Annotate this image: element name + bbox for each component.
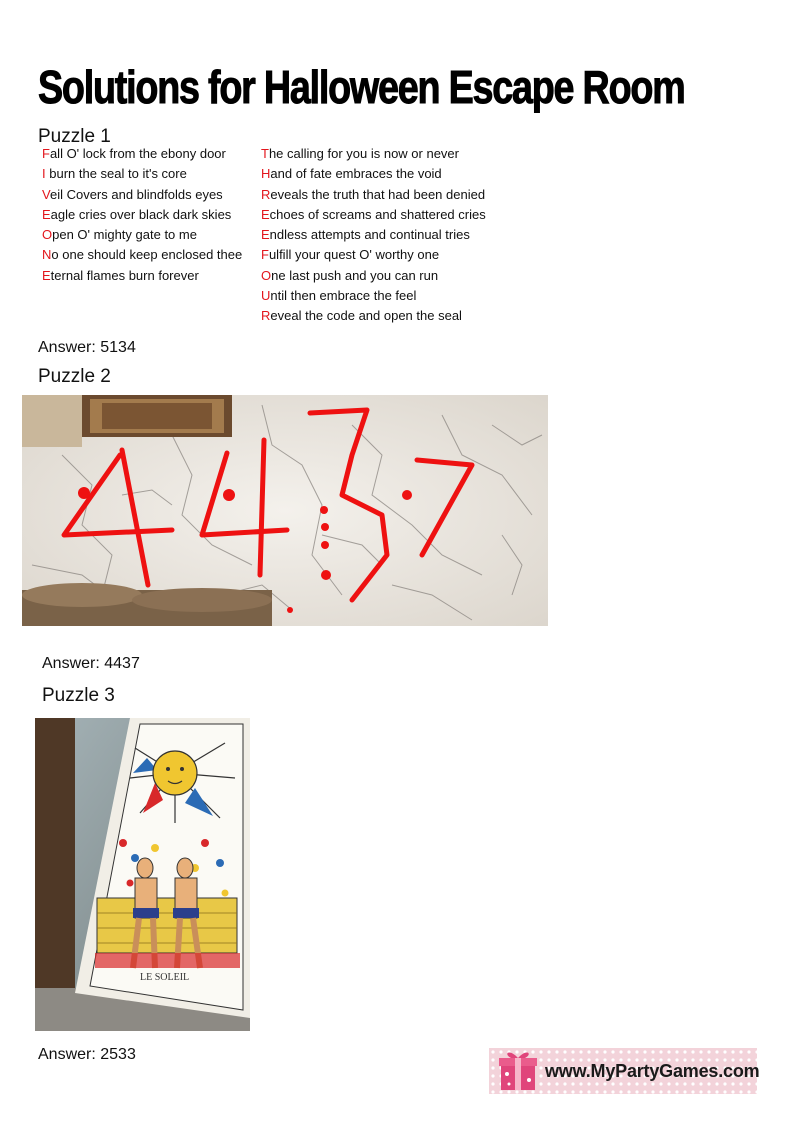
gift-icon bbox=[499, 1053, 537, 1090]
poem-line-text: choes of screams and shattered cries bbox=[269, 206, 486, 222]
poem-initial-letter: I bbox=[42, 166, 46, 182]
poem-initial-letter: O bbox=[261, 267, 272, 283]
poem-line bbox=[261, 164, 486, 184]
poem-initial-letter: H bbox=[261, 166, 271, 182]
poem-line bbox=[42, 266, 242, 286]
poem-initial-letter: O bbox=[42, 227, 53, 243]
poem-line bbox=[261, 286, 486, 306]
puzzle3-heading: Puzzle 3 bbox=[42, 685, 115, 706]
poem-line-text: eveal the code and open the seal bbox=[270, 308, 462, 324]
poem-initial-letter: U bbox=[261, 288, 271, 304]
poem-line-text: eil Covers and blindfolds eyes bbox=[49, 186, 223, 202]
poem-line-text: eveals the truth that had been denied bbox=[270, 186, 486, 202]
poem-initial-letter: N bbox=[42, 247, 52, 263]
poem-line-text: ne last push and you can run bbox=[271, 267, 439, 283]
poem-initial-letter: R bbox=[261, 308, 271, 324]
cracked-wall-illustration bbox=[22, 395, 548, 626]
puzzle1-heading: Puzzle 1 bbox=[38, 126, 111, 147]
poem-initial-letter: E bbox=[261, 227, 270, 243]
poem-line bbox=[42, 164, 242, 184]
poem-right-column bbox=[261, 144, 486, 327]
poem-line bbox=[42, 185, 242, 205]
puzzle3-answer: Answer: 2533 bbox=[38, 1046, 136, 1063]
poem-initial-letter: V bbox=[42, 186, 50, 202]
poem-initial-letter: R bbox=[261, 186, 271, 202]
poem-line-text: and of fate embraces the void bbox=[270, 166, 442, 182]
poem-line bbox=[261, 225, 486, 245]
poem-line-text: ulfill your quest O' worthy one bbox=[268, 247, 440, 263]
poem-line-text: all O' lock from the ebony door bbox=[49, 146, 226, 161]
puzzle1-answer: Answer: 5134 bbox=[38, 339, 136, 356]
poem-line bbox=[261, 144, 486, 164]
poem-line-text: pen O' mighty gate to me bbox=[52, 227, 197, 243]
poem-initial-letter: F bbox=[261, 247, 269, 263]
puzzle3-tarot-image bbox=[35, 718, 250, 1031]
poem-line-text: ndless attempts and continual tries bbox=[269, 227, 470, 243]
poem-initial-letter: E bbox=[261, 206, 270, 222]
tarot-card-caption: LE SOLEIL bbox=[140, 972, 190, 983]
poem-initial-letter: E bbox=[42, 206, 51, 222]
poem-line-text: agle cries over black dark skies bbox=[50, 206, 232, 222]
poem-line bbox=[261, 185, 486, 205]
poem-line bbox=[261, 245, 486, 265]
poem-line-text: he calling for you is now or never bbox=[268, 146, 459, 161]
poem-line bbox=[42, 245, 242, 265]
puzzle2-heading: Puzzle 2 bbox=[38, 366, 111, 387]
poem-initial-letter: E bbox=[42, 267, 51, 283]
puzzle2-answer: Answer: 4437 bbox=[42, 655, 140, 672]
poem-line-text: o one should keep enclosed thee bbox=[51, 247, 243, 263]
page-title: Solutions for Halloween Escape Room bbox=[38, 61, 685, 113]
poem-initial-letter: F bbox=[42, 146, 50, 161]
tarot-card-illustration bbox=[35, 718, 250, 1031]
poem-line-text: ntil then embrace the feel bbox=[270, 288, 417, 304]
site-url-text[interactable]: www.MyPartyGames.com bbox=[545, 1061, 760, 1081]
poem-line bbox=[42, 205, 242, 225]
poem-line bbox=[261, 205, 486, 225]
poem-line-text: burn the seal to it's core bbox=[45, 166, 187, 182]
poem-line-text: ternal flames burn forever bbox=[50, 267, 199, 283]
poem-left-column bbox=[42, 144, 242, 286]
poem-line bbox=[261, 306, 486, 326]
poem-initial-letter: T bbox=[261, 146, 269, 161]
puzzle2-wall-image bbox=[22, 395, 548, 626]
poem-line bbox=[42, 144, 242, 164]
poem-line bbox=[42, 225, 242, 245]
poem-line bbox=[261, 266, 486, 286]
